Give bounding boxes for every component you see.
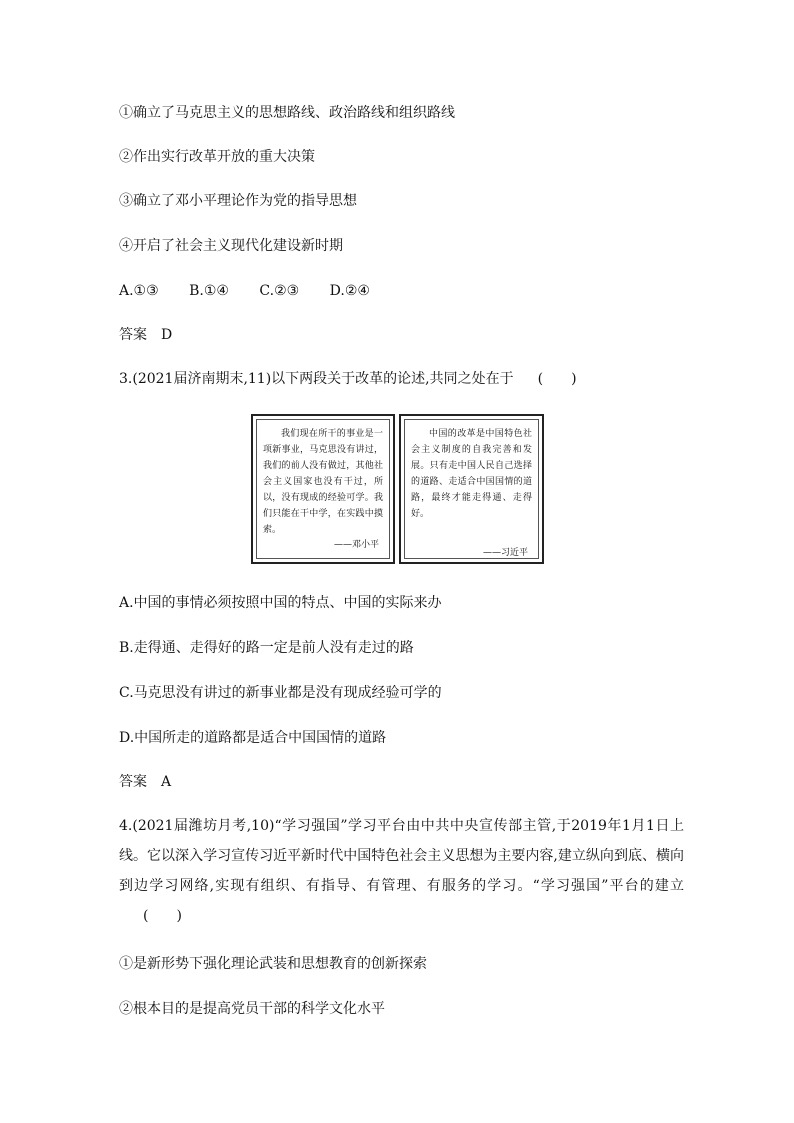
choice-b: B.①④: [189, 283, 229, 299]
quote-board-deng: [251, 414, 395, 564]
answer-q3: 答案 A: [119, 774, 172, 790]
question-3-stem: [119, 370, 577, 388]
option-3: ③确立了邓小平理论作为党的指导思想: [119, 193, 357, 209]
quote-author: ——邓小平: [333, 540, 379, 550]
choice-row: [119, 282, 370, 300]
question-4-stem: [119, 811, 684, 931]
q3-choice-d: D.中国所走的道路都是适合中国国情的道路: [119, 730, 387, 746]
q4-option-2: ②根本目的是提高党员干部的科学文化水平: [119, 1001, 385, 1017]
choice-c: C.②③: [259, 283, 300, 299]
quote-board-xi: [399, 414, 544, 564]
answer-blank: ( ): [537, 371, 577, 387]
quote-figure: [251, 414, 544, 566]
q3-choice-b: B.走得通、走得好的路一定是前人没有走过的路: [119, 640, 414, 656]
option-1: ①确立了马克思主义的思想路线、政治路线和组织路线: [119, 105, 455, 121]
q3-choice-c: C.马克思没有讲过的新事业都是没有现成经验可学的: [119, 685, 442, 701]
quote-text: 中国的改革是中国特色社会主义制度的自我完善和发展。只有走中国人民自己选择的道路、走适合中国国情的道路，最终才能走得通、走得好。: [411, 429, 532, 519]
option-4: ④开启了社会主义现代化建设新时期: [119, 238, 343, 254]
q3-choice-a: A.中国的事情必须按照中国的特点、中国的实际来办: [119, 595, 442, 611]
quote-text: 我们现在所干的事业是一项新事业，马克思没有讲过，我们的前人没有做过，其他社会主义国家也没有干过，所以，没有现成的经验可学。我们只能在干中学，在实践中摸索。: [263, 429, 383, 535]
q4-option-1: ①是新形势下强化理论武装和思想教育的创新探索: [119, 956, 427, 972]
answer-prev: 答案 D: [119, 327, 173, 343]
answer-blank: ( ): [143, 908, 182, 924]
option-2: ②作出实行改革开放的重大决策: [119, 149, 315, 165]
question-3-text: 3.(2021届济南期末,11)以下两段关于改革的论述,共同之处在于: [119, 371, 514, 387]
choice-d: D.②④: [329, 283, 370, 299]
quote-author: ——习近平: [482, 548, 528, 558]
question-4-text: 4.(2021届潍坊月考,10)“学习强国”学习平台由中共中央宣传部主管,于2019年1月1日上线。它以深入学习宣传习近平新时代中国特色社会主义思想为主要内容,建立纵向到底、横向到边学习网络,实现有组织、有指导、有管理、有服务的学习。“学习强国”平台的建立: [119, 818, 684, 894]
choice-a: A.①③: [119, 283, 159, 299]
